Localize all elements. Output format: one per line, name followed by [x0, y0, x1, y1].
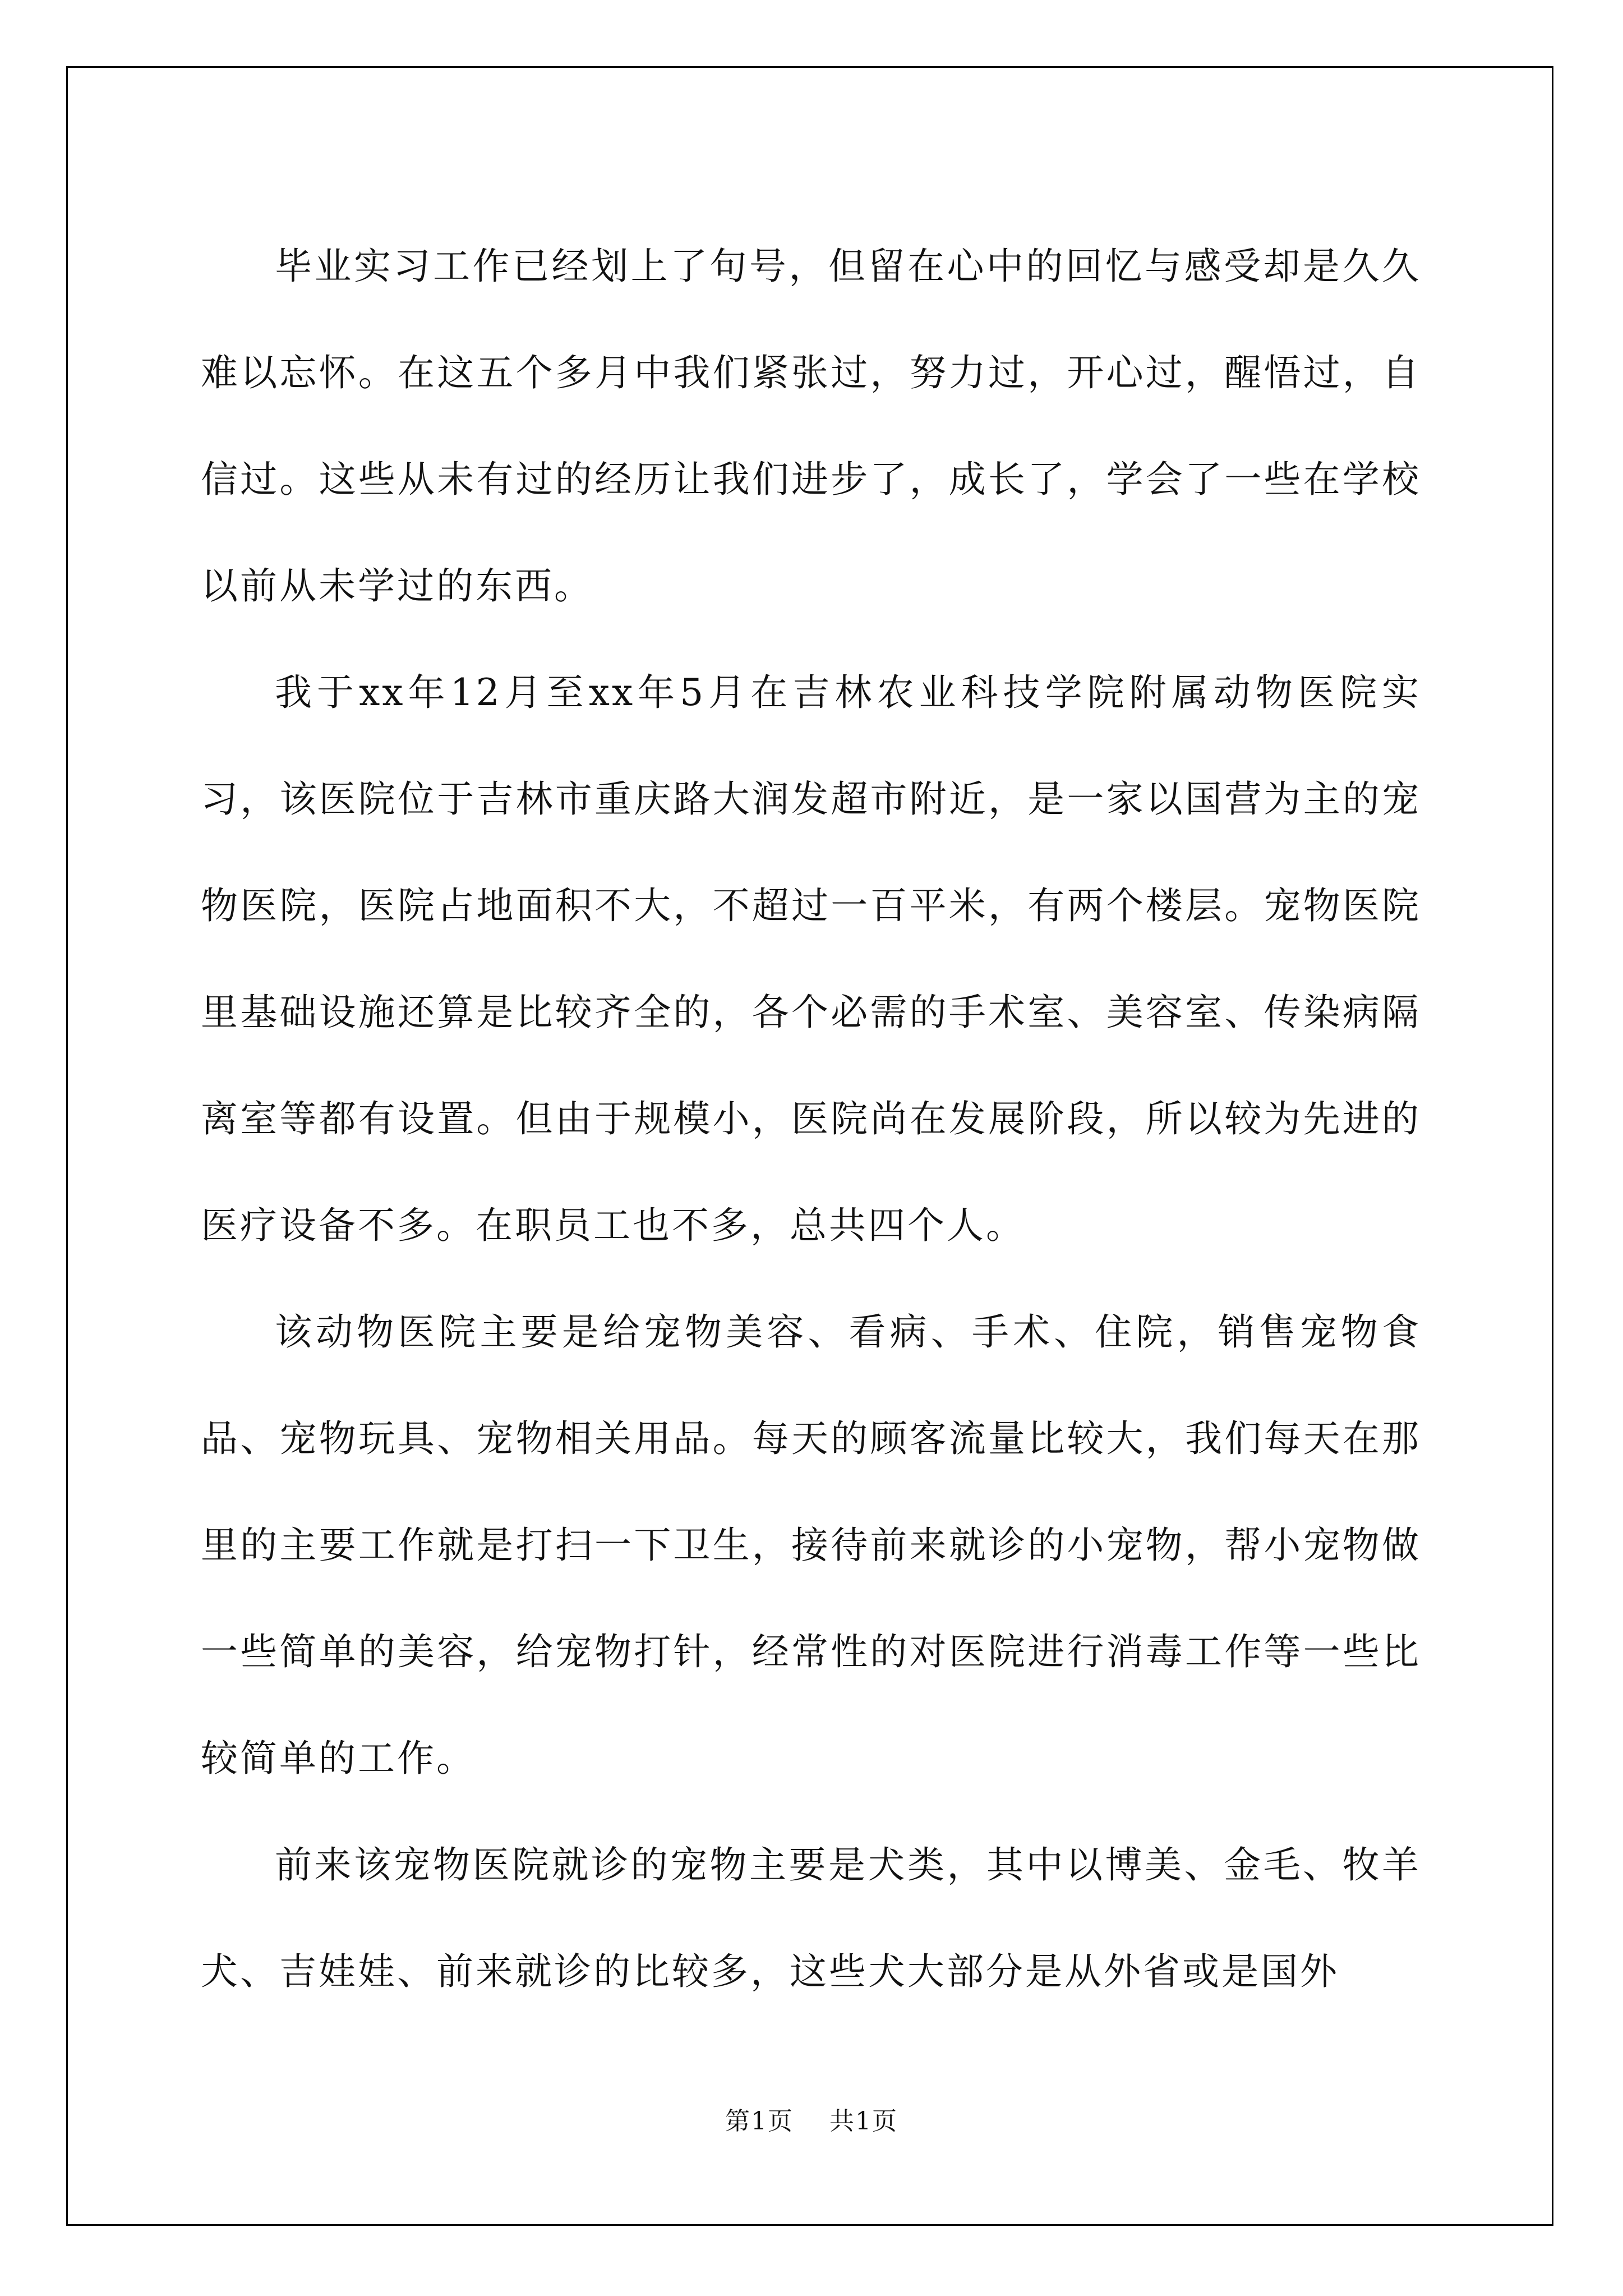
- page-number-total: 共1页: [829, 2107, 898, 2136]
- paragraph-1: 毕业实习工作已经划上了句号，但留在心中的回忆与感受却是久久难以忘怀。在这五个多月中我们紧张过，努力过，开心过，醒悟过，自信过。这些从未有过的经历让我们进步了，成长了，学会了一些在学校以前从未学过的东西。: [201, 245, 1421, 608]
- paragraph-3: 该动物医院主要是给宠物美容、看病、手术、住院，销售宠物食品、宠物玩具、宠物相关用品。每天的顾客流量比较大，我们每天在那里的主要工作就是打扫一下卫生，接待前来就诊的小宠物，帮小宠物做一些简单的美容，给宠物打针，经常性的对医院进行消毒工作等一些比较简单的工作。: [201, 1310, 1421, 1780]
- paragraph-4: 前来该宠物医院就诊的宠物主要是犬类，其中以博美、金毛、牧羊犬、吉娃娃、前来就诊的比较多，这些犬大部分是从外省或是国外: [201, 1843, 1421, 1993]
- document-body: [201, 213, 1421, 2025]
- page-footer: [0, 2101, 1623, 2137]
- paragraph-2: 我于xx年12月至xx年5月在吉林农业科技学院附属动物医院实习，该医院位于吉林市重庆路大润发超市附近，是一家以国营为主的宠物医院，医院占地面积不大，不超过一百平米，有两个楼层。宠物医院里基础设施还算是比较齐全的，各个必需的手术室、美容室、传染病隔离室等都有设置。但由于规模小，医院尚在发展阶段，所以较为先进的医疗设备不多。在职员工也不多，总共四个人。: [201, 671, 1421, 1247]
- page-number-current: 第1页: [725, 2107, 794, 2136]
